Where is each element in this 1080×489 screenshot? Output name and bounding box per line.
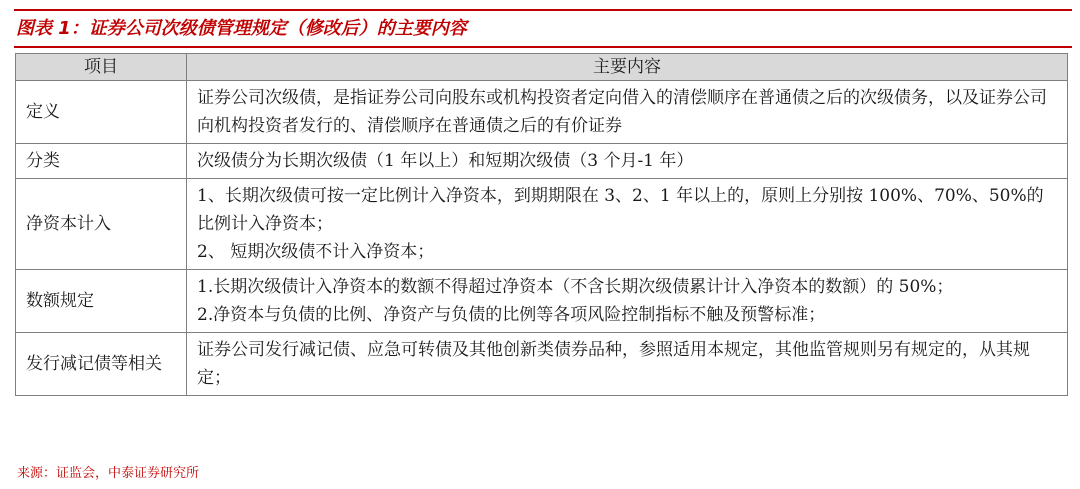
header-content: 主要内容 bbox=[187, 54, 1068, 81]
table-row bbox=[16, 270, 1068, 333]
row-content-writedown-bonds bbox=[187, 333, 1068, 396]
row-item-net-capital: 净资本计入 bbox=[16, 179, 187, 270]
row-item-definition: 定义 bbox=[16, 81, 187, 144]
source-note: 来源：证监会，中泰证券研究所 bbox=[17, 466, 200, 481]
content-line: 2、 短期次级债不计入净资本； bbox=[197, 242, 435, 262]
regulation-table bbox=[15, 53, 1068, 396]
content-line: 1、长期次级债可按一定比例计入净资本，到期期限在 3、2、1 年以上的，原则上分别按 100%、70%、50%的比例计入净资本； bbox=[197, 186, 1044, 234]
row-content-classification bbox=[187, 144, 1068, 179]
table-row bbox=[16, 81, 1068, 144]
title-divider bbox=[14, 46, 1072, 48]
row-content-net-capital bbox=[187, 179, 1068, 270]
table-row bbox=[16, 179, 1068, 270]
figure-title: 图表 1：证券公司次级债管理规定（修改后）的主要内容 bbox=[16, 18, 467, 39]
table-row bbox=[16, 333, 1068, 396]
table-header-row bbox=[16, 54, 1068, 81]
row-content-definition bbox=[187, 81, 1068, 144]
row-item-amount-rules: 数额规定 bbox=[16, 270, 187, 333]
header-item: 项目 bbox=[16, 54, 187, 81]
content-line: 1.长期次级债计入净资本的数额不得超过净资本（不含长期次级债累计计入净资本的数额）的 50%； bbox=[197, 277, 954, 297]
content-line: 2.净资本与负债的比例、净资产与负债的比例等各项风险控制指标不触及预警标准； bbox=[197, 305, 826, 325]
row-content-amount-rules bbox=[187, 270, 1068, 333]
top-divider bbox=[14, 9, 1072, 11]
row-item-writedown-bonds: 发行减记债等相关 bbox=[16, 333, 187, 396]
content-line: 证券公司次级债，是指证券公司向股东或机构投资者定向借入的清偿顺序在普通债之后的次级债务，以及证券公司向机构投资者发行的、清偿顺序在普通债之后的有价证券 bbox=[197, 88, 1047, 136]
row-item-classification: 分类 bbox=[16, 144, 187, 179]
content-line: 证券公司发行减记债、应急可转债及其他创新类债券品种，参照适用本规定，其他监管规则另有规定的，从其规定； bbox=[197, 340, 1030, 388]
content-line: 次级债分为长期次级债（1 年以上）和短期次级债（3 个月-1 年） bbox=[197, 151, 694, 171]
table-row bbox=[16, 144, 1068, 179]
